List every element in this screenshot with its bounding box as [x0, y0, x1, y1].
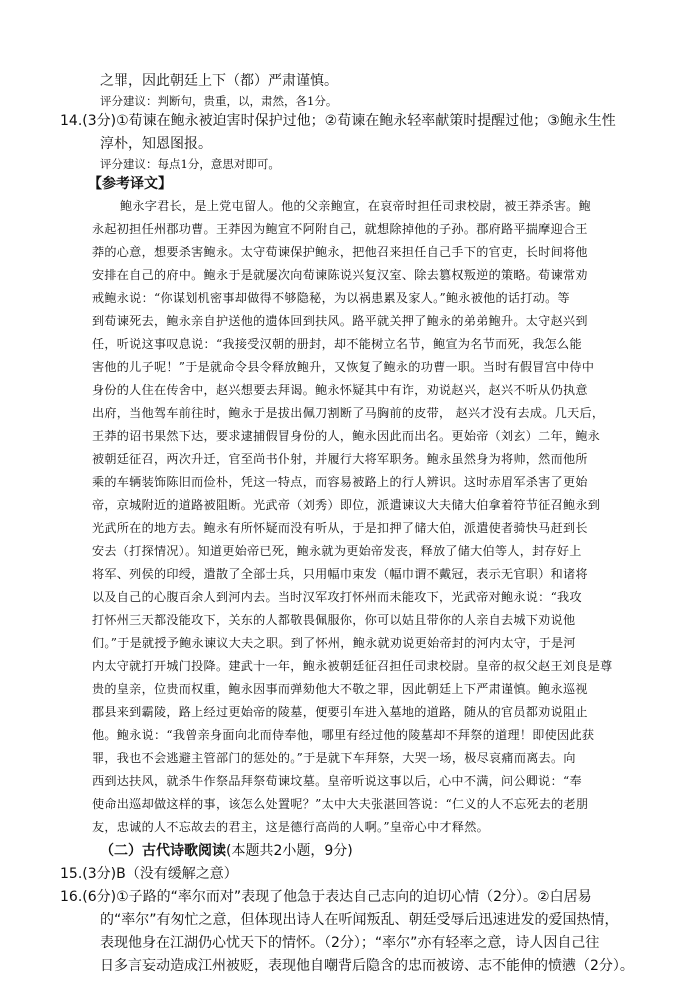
translation-line: 戒鲍永说：“你谋划机密事却做得不够隐秘，为以祸患累及家人。”鲍永被他的话打动。等 — [92, 291, 570, 305]
translation-line: 帝，京城附近的道路被阻断。光武帝（刘秀）即位，派遣谏议大夫储大伯拿着符节征召鲍永到 — [92, 498, 601, 512]
translation-line: 乘的车辆装饰陈旧而俭朴，凭这一特点，而容易被路上的行人辨识。这时赤眉军杀害了更始 — [92, 475, 588, 489]
q14-scoring-note: 评分建议：每点1分，意思对即可。 — [100, 157, 280, 171]
q14-answer-text-1: (3分)①荀谏在鲍永被迫害时保护过他；②荀谏在鲍永轻率献策时提醒过他；③鲍永生性 — [82, 113, 616, 129]
translation-line: 罪，我也不会逃避主管部门的惩处的。”于是就下车拜祭，大哭一场，极尽哀痛而离去。向 — [92, 751, 576, 765]
q13-answer-tail: 之罪，因此朝廷上下（都）严肃谨慎。 — [100, 73, 338, 89]
q15-number: 15. — [60, 866, 83, 882]
translation-line: 到荀谏死去，鲍永亲自护送他的遗体回到扶风。路平就关押了鲍永的弟弟鲍升。太守赵兴到 — [92, 314, 588, 328]
q14-answer-line-1 — [60, 110, 652, 133]
translation-line: 任，听说这事叹息说：“我接受汉朝的册封，却不能树立名节，鲍宣为名节而死，我怎么能 — [92, 337, 582, 351]
translation-line: 友，忠诚的人不忘故去的君主，这是德行高尚的人啊。”皇帝心中才释然。 — [92, 820, 490, 834]
translation-line: 他。鲍永说：“我曾亲身面向北而侍奉他，哪里有经过他的陵墓却不拜祭的道理！即使因此获 — [92, 728, 595, 742]
translation-line: 王莽的诏书果然下达，要求逮捕假冒身份的人，鲍永因此而出名。更始帝（刘玄）二年，鲍永 — [92, 429, 601, 443]
q16-answer-line-3: 表现他身在江湖仍心忧天下的情怀。（2分）；“率尔”亦有轻率之意，诗人因自己往 — [100, 935, 600, 951]
translation-line: 莽的心意，想要杀害鲍永。太守荀谏保护鲍永，把他召来担任自己手下的官吏，长时间将他 — [92, 245, 588, 259]
translation-line: 安排在自己的府中。鲍永于是就屡次向荀谏陈说兴复汉室、除去篡权叛逆的策略。荀谏常劝 — [92, 268, 588, 282]
q14-number: 14. — [60, 113, 83, 129]
translation-line: 永起初担任州郡功曹。王莽因为鲍宣不阿附自己，就想除掉他的子孙。郡府路平揣摩迎合王 — [92, 222, 588, 236]
translation-heading: 【参考译文】 — [88, 176, 172, 192]
q15-answer-text: (3分)B（没有缓解之意） — [82, 866, 238, 882]
translation-line: 内太守就打开城门投降。建武十一年，鲍永被朝廷征召担任司隶校尉。皇帝的叔父赵王刘良是尊 — [92, 659, 613, 673]
translation-body — [92, 195, 652, 839]
translation-line: 身份的人住在传舍中，赵兴想要去拜谒。鲍永怀疑其中有诈，劝说赵兴，赵兴不听从仍执意 — [92, 383, 588, 397]
q13-scoring-note: 评分建议：判断句，贵重，以，肃然，各1分。 — [100, 94, 338, 108]
translation-line: 光武所在的地方去。鲍永有所怀疑而没有听从，于是扣押了储大伯，派遣使者骑快马赶到长 — [92, 521, 588, 535]
q16-number: 16. — [60, 889, 83, 905]
q16-answer-text-1: (6分)①子路的“率尔而对”表现了他急于表达自己志向的迫切心情（2分）。②白居易 — [82, 889, 592, 905]
translation-line: 郡县来到霸陵，路上经过更始帝的陵墓，便要引车进入墓地的道路，随从的官员都劝说阻止 — [92, 705, 588, 719]
translation-line: 西到达扶风，就杀牛作祭品拜祭荀谏坟墓。皇帝听说这事以后，心中不满，问公卿说：“奉 — [92, 774, 582, 788]
q16-answer-line-4: 日多言妄动造成江州被贬，表现他自嘲背后隐含的忠而被谤、志不能伸的愤懑（2分）。 — [100, 958, 634, 974]
translation-line: 安去（打探情况）。知道更始帝已死，鲍永就为更始帝发丧，释放了储大伯等人，封存好上 — [92, 544, 582, 558]
section-2-title: （二）古代诗歌阅读 — [100, 843, 226, 859]
q15-answer — [60, 863, 652, 886]
section-2-heading — [92, 839, 652, 863]
translation-line: 被朝廷征召，两次升迁，官至尚书仆射，并履行大将军职务。鲍永虽然身为将帅，然而他所 — [92, 452, 588, 466]
q14-answer-line-2: 淳朴，知恩图报。 — [100, 136, 212, 152]
document-page — [60, 70, 652, 978]
translation-line: 鲍永字君长，是上党屯留人。他的父亲鲍宣，在哀帝时担任司隶校尉，被王莽杀害。鲍 — [120, 199, 591, 213]
translation-line: 以及自己的心腹百余人到河内去。当时汉军攻打怀州而未能攻下，光武帝对鲍永说：“我攻 — [92, 590, 582, 604]
translation-line: 将军、列侯的印绶，遣散了全部士兵，只用幅巾束发（幅巾谓不戴冠，表示无官职）和诸将 — [92, 567, 588, 581]
translation-line: 们。”于是就授予鲍永谏议大夫之职。到了怀州，鲍永就劝说更始帝封的河内太守，于是河 — [92, 636, 576, 650]
q16-answer-line-1 — [60, 886, 652, 909]
q16-answer-line-2: 的“率尔”有匆忙之意，但体现出诗人在听闻叛乱、朝廷受辱后迅速进发的爱国热情， — [100, 912, 619, 928]
translation-line: 使命出巡却做这样的事，该怎么处置呢？”太中大夫张湛回答说：“仁义的人不忘死去的老朋 — [92, 797, 589, 811]
translation-line: 出府，当他驾车前往时，鲍永于是拔出佩刀割断了马胸前的皮带， 赵兴才没有去成。几天后， — [92, 406, 605, 420]
translation-line: 打怀州三天都没能攻下，关东的人都敬畏佩服你，你可以姑且带你的人亲自去城下劝说他 — [92, 613, 576, 627]
section-2-note: (本题共2小题，9分) — [226, 843, 353, 859]
translation-line: 贵的皇亲，位贵而权重，鲍永因事而弹劾他大不敬之罪，因此朝廷上下严肃谨慎。鲍永巡视 — [92, 682, 588, 696]
translation-line: 害他的儿子呢！”于是就命令县令释放鲍升，又恢复了鲍永的功曹一职。当时有假冒宫中侍中 — [92, 360, 595, 374]
